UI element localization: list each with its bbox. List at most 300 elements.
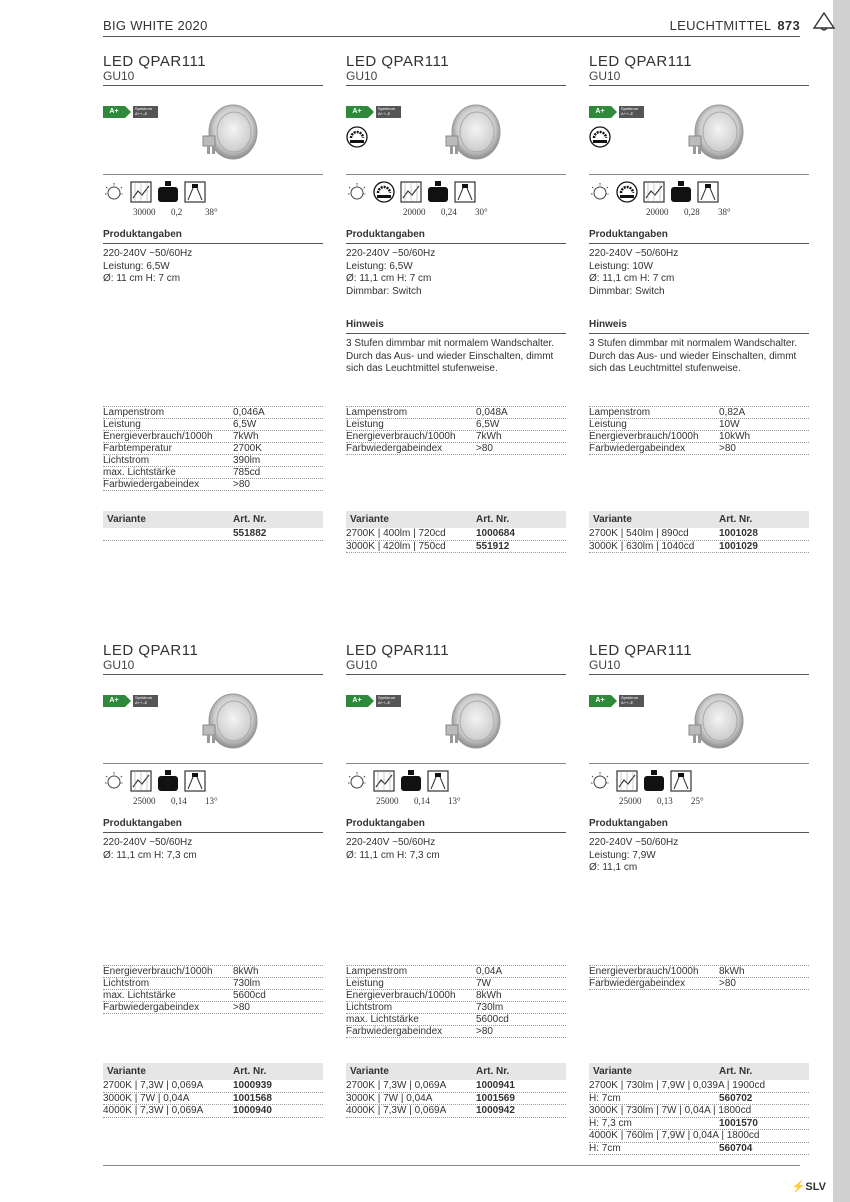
spec-line: 220-240V ~50/60Hz	[589, 248, 679, 259]
article-number: 560704	[719, 1142, 753, 1154]
tech-value: >80	[719, 443, 736, 454]
product-specs	[589, 248, 809, 298]
beam-angle-icon	[670, 770, 692, 792]
energy-arrow	[368, 695, 374, 707]
energy-class: A+	[103, 695, 125, 707]
produktangaben-heading: Produktangaben	[346, 229, 566, 244]
spec-line: Leistung: 6,5W	[103, 260, 170, 272]
header-rule	[103, 36, 800, 37]
variant-desc: H: 7cm	[589, 1142, 621, 1154]
tech-row	[589, 419, 809, 431]
tech-label: Farbwiedergabeindex	[346, 443, 443, 454]
spec-line: Ø: 11,1 cm	[589, 862, 638, 873]
tech-value: 0,046A	[233, 407, 265, 418]
spec-line: 220-240V ~50/60Hz	[346, 837, 436, 848]
product-block-3	[589, 53, 809, 552]
icon-value: 0,24	[441, 207, 457, 217]
energy-class: A+	[589, 106, 611, 118]
article-number: 1000684	[476, 528, 515, 539]
lifetime-icon	[589, 770, 611, 792]
icon-rule	[103, 174, 323, 175]
lifetime-icon	[103, 181, 125, 203]
variant-table	[103, 1063, 323, 1118]
variant-row	[103, 528, 323, 541]
icon-row	[103, 181, 323, 217]
variant-desc: H: 7cm	[589, 1092, 621, 1104]
produktangaben-heading: Produktangaben	[103, 818, 323, 833]
variant-desc: 4000K | 7,3W | 0,069A	[103, 1105, 204, 1116]
spec-line: Ø: 11,1 cm H: 7 cm	[346, 273, 432, 284]
catalog-title: BIG WHITE 2020	[103, 18, 208, 33]
tech-label: max. Lichtstärke	[346, 1014, 419, 1025]
tech-value: 0,82A	[719, 407, 746, 418]
note-line: Durch das Aus- und wieder Einschalten, dimmt	[346, 350, 554, 362]
tech-row	[346, 978, 566, 990]
icon-rule	[346, 763, 566, 764]
tech-label: Lampenstrom	[103, 407, 165, 418]
tech-label: Farbtemperatur	[103, 443, 172, 454]
product-note	[346, 338, 566, 376]
slv-logo: ⚡SLV	[791, 1181, 826, 1193]
lifetime-icon	[103, 770, 125, 792]
product-block-2	[346, 53, 566, 552]
variant-row	[346, 1093, 566, 1106]
tech-row	[103, 467, 323, 479]
energy-chart-icon	[616, 770, 638, 792]
variant-table	[346, 511, 566, 553]
title-rule	[346, 674, 566, 675]
tech-value: >80	[476, 1026, 493, 1037]
lamp-image	[679, 689, 749, 757]
tech-row	[103, 455, 323, 467]
tech-value: 2700K	[233, 443, 262, 454]
title-rule	[346, 85, 566, 86]
tech-row	[346, 1014, 566, 1026]
beam-angle-icon	[184, 181, 206, 203]
variant-header: Variante Art. Nr.	[346, 511, 566, 528]
tech-data-table	[346, 406, 566, 455]
tech-label: Energieverbrauch/1000h	[346, 431, 456, 442]
icon-row	[346, 770, 566, 806]
tech-row	[346, 965, 566, 978]
energy-arrow	[611, 695, 617, 707]
note-line: Durch das Aus- und wieder Einschalten, dimmt	[589, 350, 797, 362]
energy-scale: Spektrum A++–E	[376, 695, 401, 707]
tech-label: max. Lichtstärke	[103, 990, 176, 1001]
tech-row	[103, 965, 323, 978]
icon-rule	[589, 763, 809, 764]
tech-row	[103, 978, 323, 990]
tech-row	[103, 479, 323, 491]
article-number: 551912	[476, 540, 510, 552]
variant-row	[589, 1080, 809, 1093]
tech-row	[346, 419, 566, 431]
spec-line: Leistung: 6,5W	[346, 260, 413, 272]
variant-desc: 3000K | 7W | 0,04A	[346, 1092, 433, 1104]
title-rule	[589, 674, 809, 675]
variant-desc: 3000K | 420lm | 750cd	[346, 540, 446, 552]
energy-scale: Spektrum A++–E	[133, 106, 158, 118]
energy-chart-icon	[130, 181, 152, 203]
article-number: 1001028	[719, 528, 758, 539]
icon-value: 0,14	[414, 796, 430, 806]
hinweis-heading: Hinweis	[589, 319, 809, 334]
variant-table	[103, 511, 323, 541]
variant-desc: 2700K | 7,3W | 0,069A	[346, 1080, 447, 1091]
section-title	[670, 18, 800, 33]
tech-label: Lichtstrom	[103, 455, 150, 466]
variant-row	[589, 541, 809, 554]
variant-desc: 2700K | 400lm | 720cd	[346, 528, 446, 539]
tech-row	[346, 443, 566, 455]
tech-data-table	[589, 965, 809, 990]
icon-value: 30000	[133, 207, 156, 217]
lamp-current-icon	[400, 770, 422, 792]
product-block-4	[103, 642, 323, 1116]
tech-row	[589, 406, 809, 419]
page-header	[0, 0, 850, 38]
icon-value: 0,28	[684, 207, 700, 217]
variant-desc: 3000K | 730lm | 7W | 0,04A | 1800cd	[589, 1105, 752, 1116]
variant-row	[346, 541, 566, 554]
tech-label: Energieverbrauch/1000h	[103, 966, 213, 977]
switch-dim-icon	[589, 126, 611, 148]
icon-value: 0,14	[171, 796, 187, 806]
article-number: 1000939	[233, 1080, 272, 1091]
icon-value: 38°	[205, 207, 218, 217]
energy-class: A+	[346, 106, 368, 118]
tech-row	[346, 1002, 566, 1014]
icon-row	[346, 181, 566, 217]
icon-value: 20000	[403, 207, 426, 217]
note-line: sich das Leuchtmittel stufenweise.	[346, 363, 498, 374]
spec-line: Dimmbar: Switch	[589, 285, 665, 297]
tech-value: 390lm	[233, 455, 261, 466]
variant-row	[103, 1105, 323, 1118]
tech-value: 10kWh	[719, 431, 751, 442]
variant-desc: 2700K | 7,3W | 0,069A	[103, 1080, 204, 1091]
variant-row	[103, 1093, 323, 1106]
tech-row	[589, 965, 809, 978]
tech-row	[103, 990, 323, 1002]
sidebar-strip	[833, 0, 850, 1202]
variant-desc: 2700K | 540lm | 890cd	[589, 528, 689, 539]
beam-angle-icon	[454, 181, 476, 203]
tech-label: Lichtstrom	[103, 978, 150, 989]
variant-row	[589, 1130, 809, 1143]
icon-value: 30°	[475, 207, 488, 217]
variant-desc: 4000K | 760lm | 7,9W | 0,04A | 1800cd	[589, 1130, 760, 1141]
tech-label: Lampenstrom	[346, 966, 408, 977]
variant-header: Variante Art. Nr.	[589, 1063, 809, 1080]
variant-table	[589, 511, 809, 553]
tech-row	[103, 406, 323, 419]
product-title: LED QPAR111	[346, 53, 450, 70]
beam-angle-icon	[427, 770, 449, 792]
product-socket: GU10	[589, 658, 621, 672]
energy-chart-icon	[400, 181, 422, 203]
note-line: sich das Leuchtmittel stufenweise.	[589, 363, 741, 374]
spec-line: 220-240V ~50/60Hz	[103, 248, 193, 259]
article-number: 1001568	[233, 1092, 272, 1104]
spec-line: 220-240V ~50/60Hz	[589, 837, 679, 848]
variant-row	[589, 1143, 809, 1156]
tech-value: 6,5W	[476, 419, 500, 430]
tech-label: max. Lichtstärke	[103, 467, 176, 478]
tech-value: >80	[476, 443, 493, 454]
energy-scale: Spektrum A++–E	[133, 695, 158, 707]
tech-data-table	[589, 406, 809, 455]
variant-row	[589, 528, 809, 541]
product-specs	[103, 248, 323, 286]
spec-line: Ø: 11,1 cm H: 7 cm	[589, 273, 675, 284]
title-rule	[103, 85, 323, 86]
variant-header: Variante Art. Nr.	[103, 511, 323, 528]
spec-line: Ø: 11,1 cm H: 7,3 cm	[346, 849, 440, 861]
tech-label: Energieverbrauch/1000h	[103, 431, 213, 442]
tech-value: 8kWh	[719, 966, 745, 977]
tech-data-table	[103, 406, 323, 491]
article-number: 1001570	[719, 1117, 758, 1129]
article-number: 1000941	[476, 1080, 515, 1091]
tech-label: Energieverbrauch/1000h	[346, 990, 456, 1001]
tech-value: 5600cd	[476, 1014, 509, 1025]
note-line: 3 Stufen dimmbar mit normalem Wandschalter.	[589, 338, 798, 349]
lamp-image	[193, 689, 263, 757]
title-rule	[103, 674, 323, 675]
product-specs	[103, 837, 323, 862]
energy-arrow	[125, 106, 131, 118]
produktangaben-heading: Produktangaben	[346, 818, 566, 833]
variant-row	[103, 1080, 323, 1093]
tech-label: Energieverbrauch/1000h	[589, 966, 699, 977]
beam-angle-icon	[184, 770, 206, 792]
lamp-tab-icon	[810, 10, 838, 34]
tech-data-table	[346, 965, 566, 1038]
energy-chart-icon	[643, 181, 665, 203]
product-specs	[346, 837, 566, 862]
tech-label: Farbwiedergabeindex	[103, 479, 200, 490]
tech-value: 0,04A	[476, 966, 503, 977]
energy-arrow	[125, 695, 131, 707]
lamp-image	[436, 689, 506, 757]
icon-value: 13°	[448, 796, 461, 806]
variant-header: Variante Art. Nr.	[103, 1063, 323, 1080]
page-number: 873	[777, 18, 800, 33]
spec-line: Ø: 11,1 cm H: 7,3 cm	[103, 849, 197, 861]
product-socket: GU10	[103, 658, 135, 672]
icon-value: 0,2	[171, 207, 183, 217]
variant-table	[589, 1063, 809, 1155]
product-title: LED QPAR11	[103, 642, 199, 659]
variant-desc: 3000K | 7W | 0,04A	[103, 1092, 190, 1104]
icon-rule	[346, 174, 566, 175]
tech-value: 730lm	[233, 978, 261, 989]
lamp-current-icon	[427, 181, 449, 203]
article-number: 1000942	[476, 1105, 515, 1116]
variant-row	[589, 1118, 809, 1131]
icon-value: 13°	[205, 796, 218, 806]
tech-row	[589, 431, 809, 443]
tech-row	[346, 990, 566, 1002]
variant-desc: 3000K | 630lm | 1040cd	[589, 540, 695, 552]
icon-value: 25000	[619, 796, 642, 806]
tech-value: 785cd	[233, 467, 261, 478]
lifetime-icon	[346, 181, 368, 203]
tech-row	[346, 406, 566, 419]
icon-rule	[103, 763, 323, 764]
tech-value: 10W	[719, 419, 740, 430]
tech-value: 7W	[476, 978, 491, 989]
tech-value: >80	[233, 479, 250, 490]
tech-row	[103, 419, 323, 431]
energy-arrow	[611, 106, 617, 118]
tech-row	[346, 431, 566, 443]
lamp-current-icon	[157, 181, 179, 203]
product-specs	[589, 837, 809, 875]
tech-value: 730lm	[476, 1002, 504, 1013]
icon-value: 0,13	[657, 796, 673, 806]
beam-angle-icon	[697, 181, 719, 203]
lamp-current-icon	[643, 770, 665, 792]
article-number: 551882	[233, 528, 267, 539]
lamp-image	[436, 100, 506, 168]
tech-value: 7kWh	[233, 431, 259, 442]
tech-label: Farbwiedergabeindex	[103, 1002, 200, 1013]
energy-class: A+	[346, 695, 368, 707]
tech-label: Energieverbrauch/1000h	[589, 431, 699, 442]
tech-label: Leistung	[589, 419, 627, 430]
variant-desc: 2700K | 730lm | 7,9W | 0,039A | 1900cd	[589, 1080, 766, 1091]
icon-row	[589, 181, 809, 217]
variant-desc: 4000K | 7,3W | 0,069A	[346, 1105, 447, 1116]
icon-row	[103, 770, 323, 806]
energy-chart-icon	[373, 770, 395, 792]
tech-label: Lampenstrom	[589, 407, 651, 418]
tech-value: >80	[719, 978, 736, 989]
produktangaben-heading: Produktangaben	[103, 229, 323, 244]
tech-value: 6,5W	[233, 419, 257, 430]
tech-label: Leistung	[346, 419, 384, 430]
lifetime-icon	[589, 181, 611, 203]
tech-label: Leistung	[346, 978, 384, 989]
title-rule	[589, 85, 809, 86]
energy-class: A+	[103, 106, 125, 118]
tech-row	[589, 978, 809, 990]
product-block-1	[103, 53, 323, 539]
spec-line: Ø: 11 cm H: 7 cm	[103, 273, 181, 284]
icon-row	[589, 770, 809, 806]
article-number: 560702	[719, 1092, 753, 1104]
tech-value: 8kWh	[476, 990, 502, 1001]
article-number: 1001029	[719, 540, 758, 552]
tech-label: Lichtstrom	[346, 1002, 393, 1013]
lamp-current-icon	[157, 770, 179, 792]
tech-data-table	[103, 965, 323, 1014]
product-title: LED QPAR111	[589, 53, 693, 70]
tech-value: 5600cd	[233, 990, 266, 1001]
product-socket: GU10	[346, 69, 378, 83]
product-title: LED QPAR111	[589, 642, 693, 659]
product-note	[589, 338, 809, 376]
switch-dim-icon	[346, 126, 368, 148]
variant-row	[346, 1105, 566, 1118]
tech-row	[103, 1002, 323, 1014]
energy-chart-icon	[130, 770, 152, 792]
lamp-image	[679, 100, 749, 168]
icon-value: 25°	[691, 796, 704, 806]
energy-scale: Spektrum A++–E	[619, 695, 644, 707]
note-line: 3 Stufen dimmbar mit normalem Wandschalter.	[346, 338, 555, 349]
section-name: LEUCHTMITTEL	[669, 18, 772, 33]
variant-header: Variante Art. Nr.	[346, 1063, 566, 1080]
tech-row	[103, 431, 323, 443]
tech-value: >80	[233, 1002, 250, 1013]
energy-arrow	[368, 106, 374, 118]
variant-desc: H: 7,3 cm	[589, 1117, 632, 1129]
tech-row	[103, 443, 323, 455]
footer-rule	[103, 1165, 800, 1166]
article-number: 1000940	[233, 1105, 272, 1116]
variant-header: Variante Art. Nr.	[589, 511, 809, 528]
icon-value: 20000	[646, 207, 669, 217]
tech-row	[346, 1026, 566, 1038]
icon-rule	[589, 174, 809, 175]
switch-dim-icon	[616, 181, 638, 203]
product-title: LED QPAR111	[346, 642, 450, 659]
tech-label: Leistung	[103, 419, 141, 430]
energy-class: A+	[589, 695, 611, 707]
hinweis-heading: Hinweis	[346, 319, 566, 334]
icon-value: 25000	[376, 796, 399, 806]
lamp-current-icon	[670, 181, 692, 203]
spec-line: Leistung: 10W	[589, 260, 653, 272]
product-block-6	[589, 642, 809, 1154]
produktangaben-heading: Produktangaben	[589, 229, 809, 244]
variant-row	[346, 528, 566, 541]
variant-table	[346, 1063, 566, 1118]
spec-line: 220-240V ~50/60Hz	[103, 837, 193, 848]
lamp-image	[193, 100, 263, 168]
product-socket: GU10	[346, 658, 378, 672]
tech-label: Farbwiedergabeindex	[589, 443, 686, 454]
variant-row	[589, 1093, 809, 1106]
product-socket: GU10	[589, 69, 621, 83]
product-title: LED QPAR111	[103, 53, 207, 70]
switch-dim-icon	[373, 181, 395, 203]
tech-row	[589, 443, 809, 455]
variant-row	[346, 1080, 566, 1093]
spec-line: 220-240V ~50/60Hz	[346, 248, 436, 259]
tech-value: 0,048A	[476, 407, 508, 418]
variant-row	[589, 1105, 809, 1118]
product-specs	[346, 248, 566, 298]
product-socket: GU10	[103, 69, 135, 83]
tech-label: Lampenstrom	[346, 407, 408, 418]
energy-scale: Spektrum A++–E	[619, 106, 644, 118]
energy-scale: Spektrum A++–E	[376, 106, 401, 118]
spec-line: Leistung: 7,9W	[589, 849, 656, 861]
tech-label: Farbwiedergabeindex	[346, 1026, 443, 1037]
icon-value: 25000	[133, 796, 156, 806]
tech-value: 7kWh	[476, 431, 502, 442]
produktangaben-heading: Produktangaben	[589, 818, 809, 833]
tech-value: 8kWh	[233, 966, 259, 977]
tech-label: Farbwiedergabeindex	[589, 978, 686, 989]
lifetime-icon	[346, 770, 368, 792]
article-number: 1001569	[476, 1092, 515, 1104]
spec-line: Dimmbar: Switch	[346, 285, 422, 297]
